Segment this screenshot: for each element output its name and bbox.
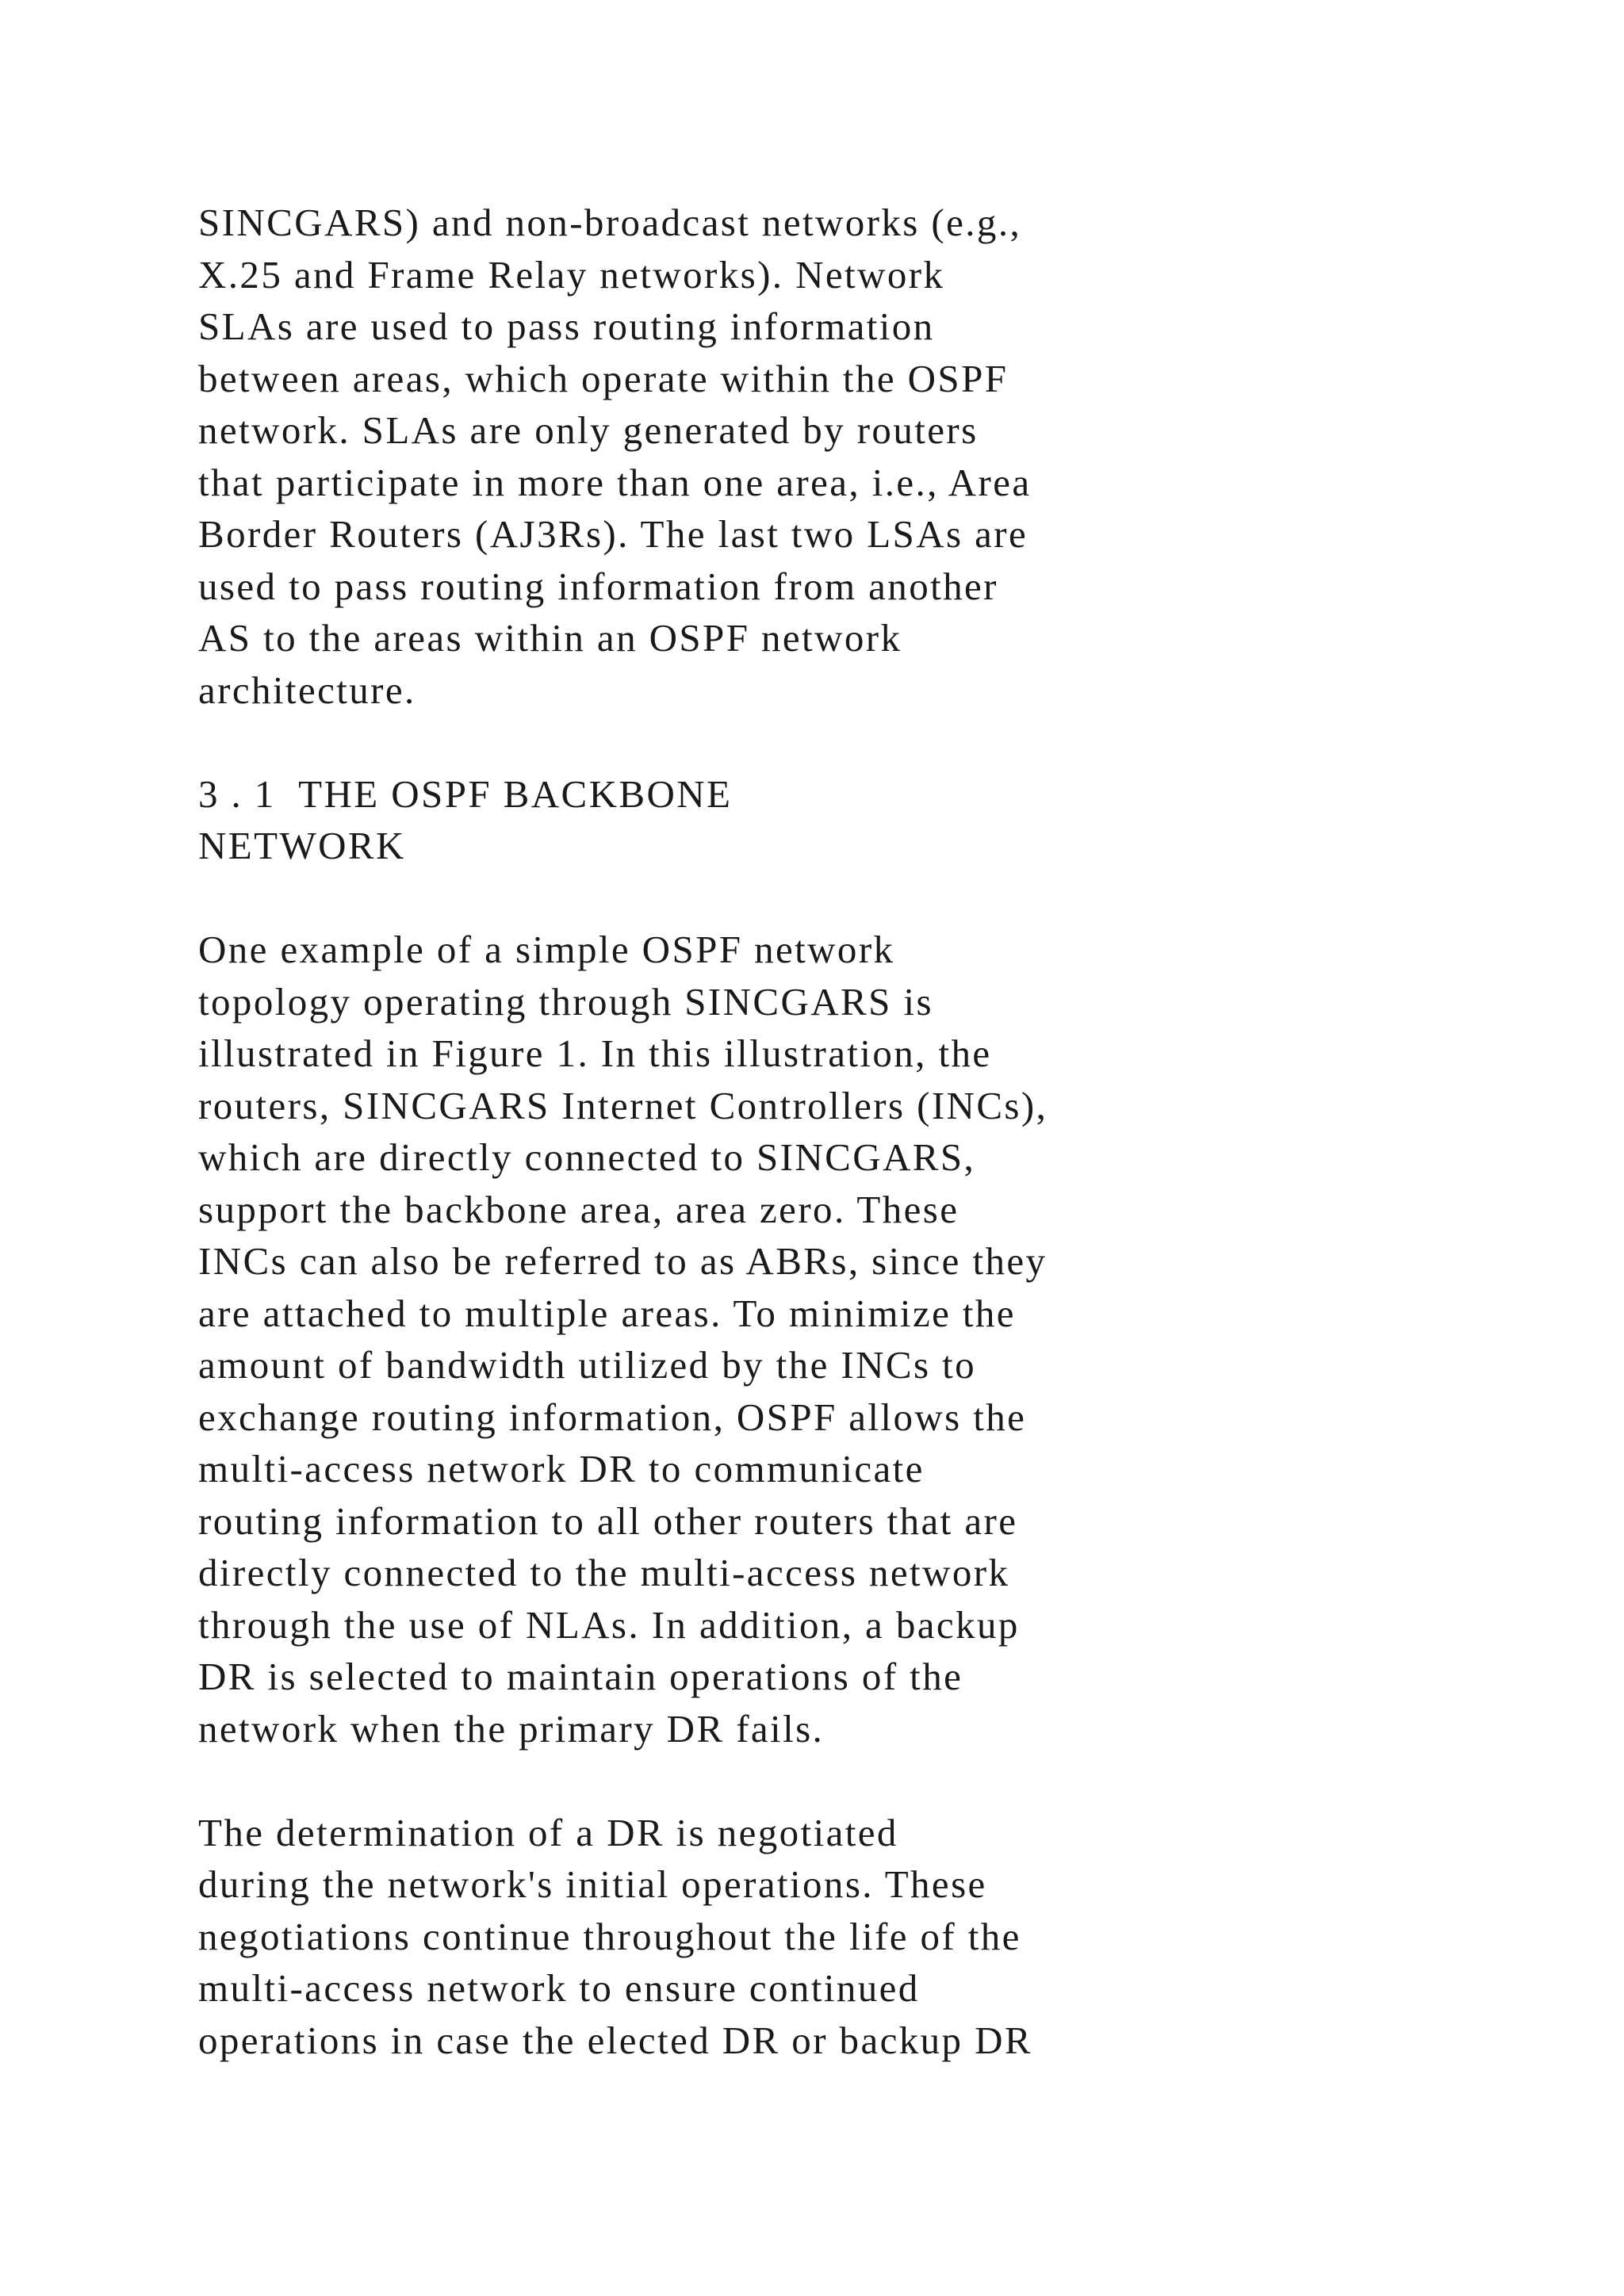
paragraph-line: negotiations continue throughout the life of the [198, 1914, 1021, 1958]
paragraph-3 [198, 1807, 1388, 2067]
paragraph-line: The determination of a DR is negotiated [198, 1810, 898, 1854]
paragraph-line: network when the primary DR fails. [198, 1706, 825, 1751]
text-column [198, 197, 1388, 2118]
paragraph-line: exchange routing information, OSPF allows the [198, 1395, 1027, 1439]
paragraph-line: One example of a simple OSPF network [198, 928, 895, 971]
paragraph-line: multi-access network DR to communicate [198, 1447, 925, 1490]
paragraph-line: support the backbone area, area zero. These [198, 1187, 959, 1231]
paragraph-line: AS to the areas within an OSPF network [198, 616, 902, 660]
paragraph-line: amount of bandwidth utilized by the INCs to [198, 1343, 976, 1387]
paragraph-line: SINCGARS) and non-broadcast networks (e.g., [198, 201, 1022, 244]
section-heading-line: 3 . 1 THE OSPF BACKBONE [198, 771, 733, 816]
paragraph-line: are attached to multiple areas. To minimize the [198, 1291, 1016, 1335]
section-heading-line: NETWORK [198, 824, 406, 867]
paragraph-line: through the use of NLAs. In addition, a backup [198, 1602, 1020, 1647]
paragraph-line: topology operating through SINCGARS is [198, 979, 933, 1024]
paragraph-line: between areas, which operate within the OSPF [198, 356, 1009, 400]
paragraph-line: operations in case the elected DR or backup DR [198, 2018, 1032, 2062]
paragraph-line: DR is selected to maintain operations of the [198, 1655, 963, 1698]
paragraph-line: directly connected to the multi-access network [198, 1551, 1010, 1594]
paragraph-line: INCs can also be referred to as ABRs, since they [198, 1239, 1048, 1283]
paragraph-line: X.25 and Frame Relay networks). Network [198, 252, 945, 297]
paragraph-line: during the network's initial operations. These [198, 1862, 987, 1906]
paragraph-line: network. SLAs are only generated by routers [198, 408, 979, 452]
paragraph-line: multi-access network to ensure continued [198, 1966, 920, 2010]
paragraph-line: illustrated in Figure 1. In this illustration, the [198, 1031, 992, 1075]
paragraph-line: routing information to all other routers that are [198, 1498, 1018, 1543]
paragraph-line: architecture. [198, 668, 416, 712]
paragraph-line: routers, SINCGARS Internet Controllers (INCs), [198, 1083, 1048, 1127]
paragraph-line: Border Routers (AJ3Rs). The last two LSAs are [198, 512, 1028, 556]
paragraph-line: that participate in more than one area, i.e., Area [198, 460, 1032, 504]
paragraph-line: used to pass routing information from another [198, 564, 998, 608]
paragraph-1 [198, 197, 1388, 716]
paragraph-2 [198, 924, 1388, 1755]
paragraph-line: SLAs are used to pass routing information [198, 304, 935, 348]
paragraph-line: which are directly connected to SINCGARS, [198, 1135, 976, 1179]
section-heading [198, 768, 1388, 872]
